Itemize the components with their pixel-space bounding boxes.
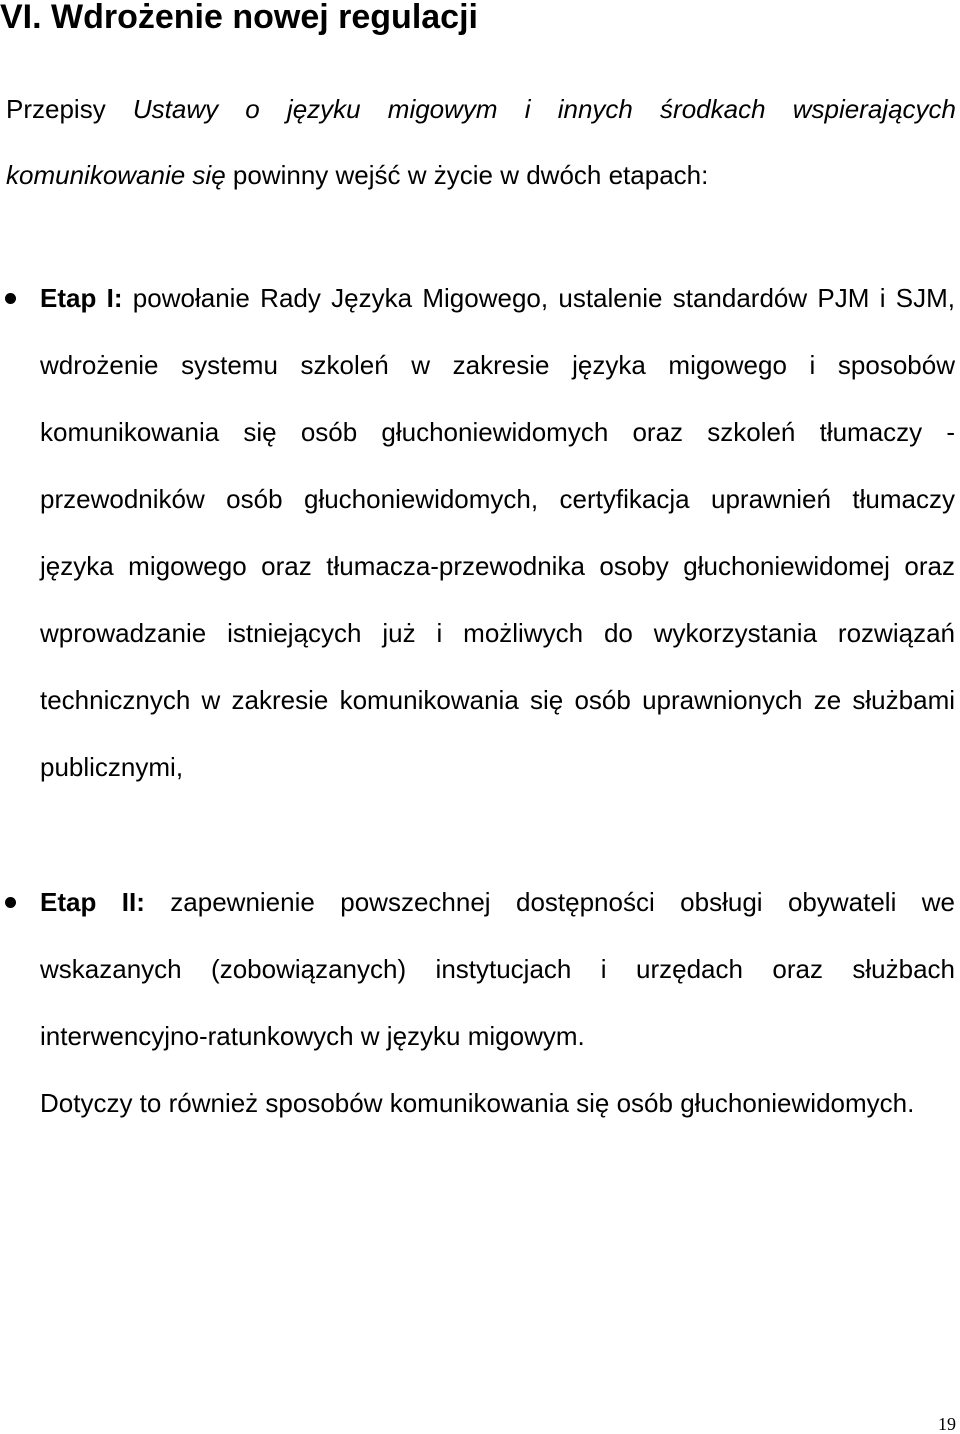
intro-prefix: Przepisy bbox=[6, 94, 133, 124]
stage-item-2 bbox=[0, 869, 955, 1137]
intro-paragraph bbox=[6, 76, 956, 208]
stage-1-text bbox=[40, 265, 955, 801]
page-number: 19 bbox=[938, 1414, 956, 1434]
bullet-icon bbox=[5, 293, 16, 304]
act-title-line-2: komunikowanie się bbox=[6, 160, 226, 190]
intro-suffix: powinny wejść w życie w dwóch etapach: bbox=[225, 160, 709, 190]
stage-2-label: Etap II: bbox=[40, 887, 145, 917]
stage-1-label: Etap I: bbox=[40, 283, 123, 313]
act-title-line-1: Ustawy o języku migowym i innych środkach wspierających bbox=[132, 94, 956, 124]
stage-item-1 bbox=[0, 265, 955, 801]
stage-list-1 bbox=[0, 265, 960, 801]
intro-line-1 bbox=[6, 76, 956, 142]
bullet-icon bbox=[5, 897, 16, 908]
stage-2-description: zapewnienie powszechnej dostępności obsługi obywateli we wskazanych (zobowiązanych) instytucjach i urzędach oraz służbach interwencyjno-ratunkowych w języku migowym. bbox=[40, 887, 956, 1051]
stage-1-description: powołanie Rady Języka Migowego, ustalenie standardów PJM i SJM, wdrożenie systemu szkoleń w zakresie języka migowego i sposobów komunikowania się osób głuchoniewidomych oraz szkoleń tłumaczy - przewodników osób głuchoniewidomych, certyfikacja uprawnień tłumaczy języka migowego oraz tłumacza-przewodnika osoby głuchoniewidomej oraz wprowadzanie istniejących już i możliwych do wykorzystania rozwiązań technicznych w zakresie komunikowania się osób uprawnionych ze służbami publicznymi, bbox=[40, 283, 955, 782]
section-heading: VI. Wdrożenie nowej regulacji bbox=[0, 0, 478, 36]
stage-2-note: Dotyczy to również sposobów komunikowania się osób głuchoniewidomych. bbox=[40, 1088, 915, 1118]
stage-2-text bbox=[40, 869, 955, 1070]
stage-list-2 bbox=[0, 869, 960, 1137]
